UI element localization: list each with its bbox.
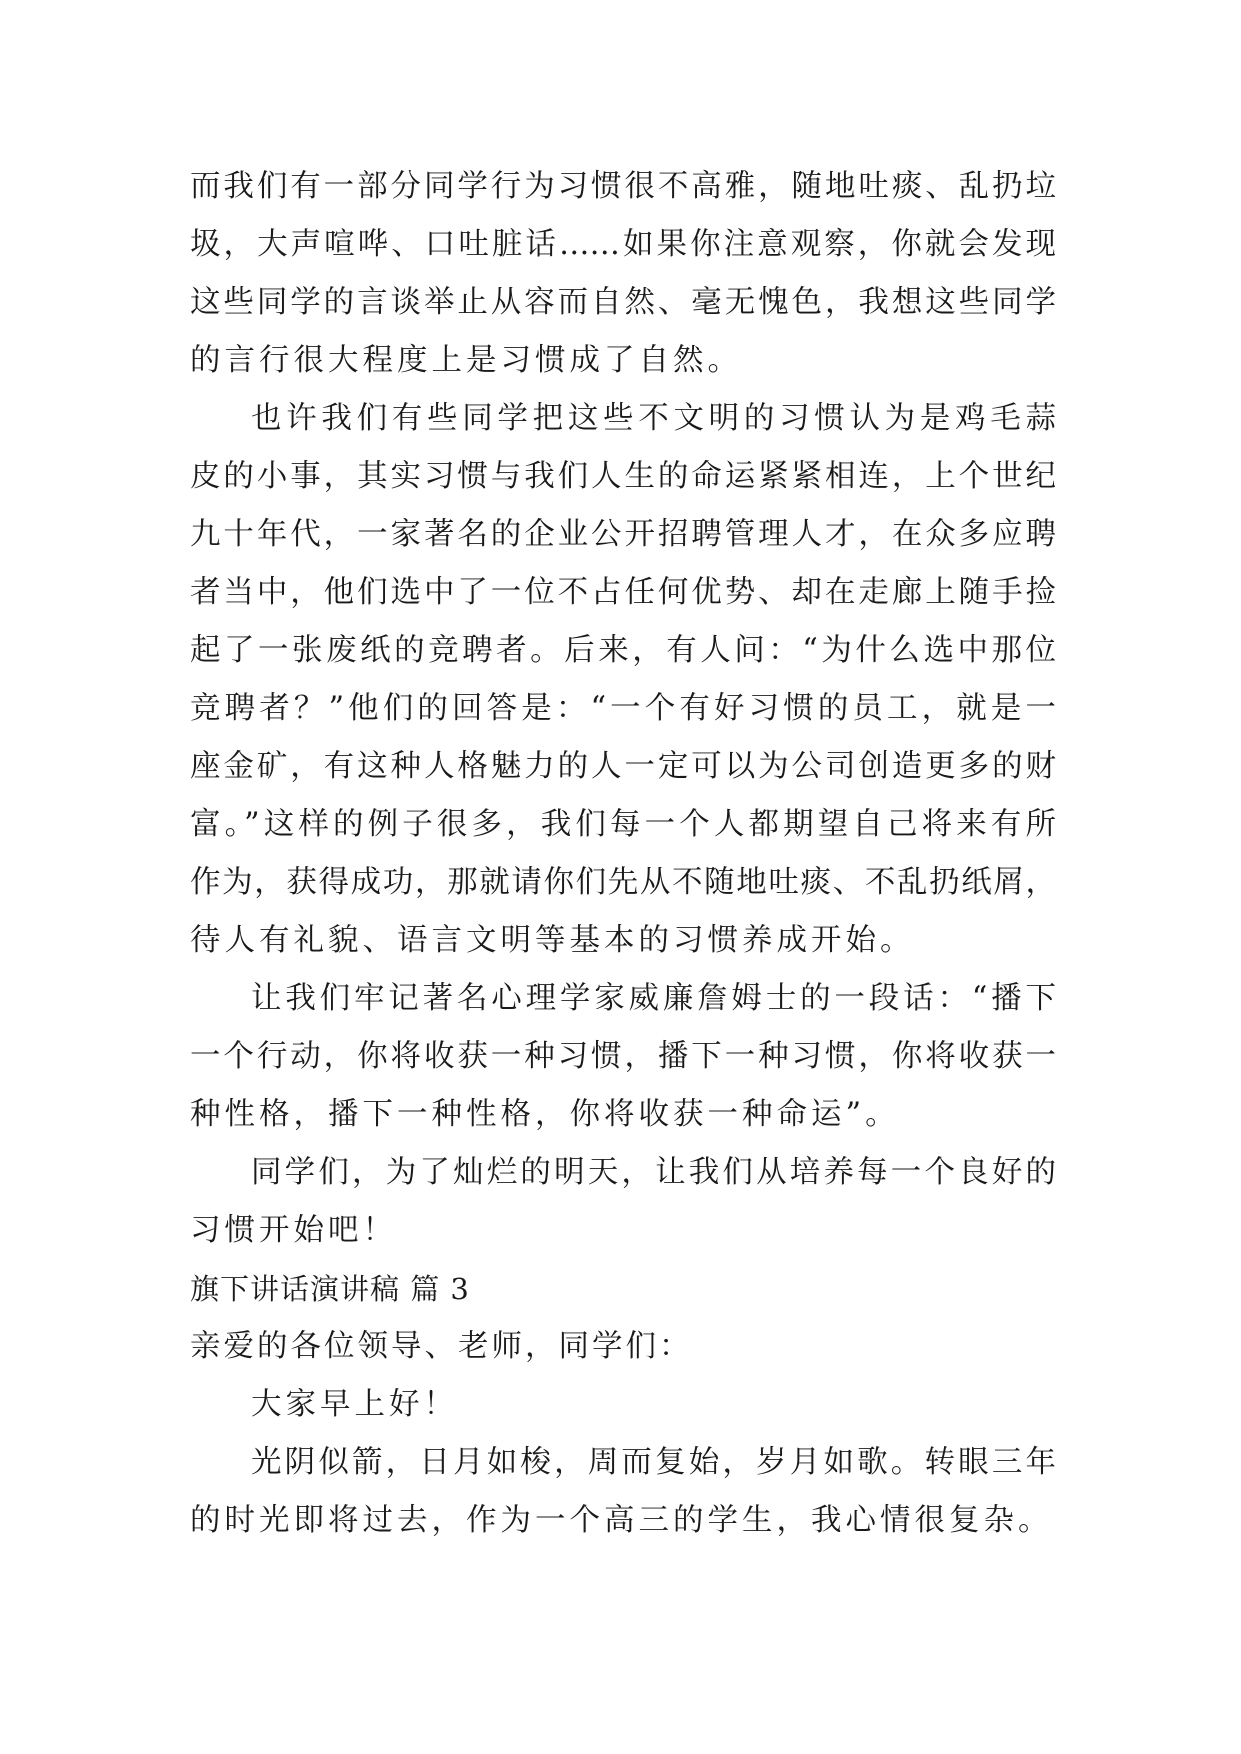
text-line: 的时光即将过去，作为一个高三的学生，我心情很复杂。	[190, 1503, 1053, 1538]
text-line: 同学们，为了灿烂的明天，让我们从培养每一个良好的	[251, 1155, 1056, 1190]
text-line: 这些同学的言谈举止从容而自然、毫无愧色，我想这些同学	[190, 285, 1056, 320]
salutation: 亲爱的各位领导、老师，同学们：	[190, 1329, 693, 1364]
text-line: 者当中，他们选中了一位不占任何优势、却在走廊上随手捡	[190, 575, 1056, 610]
document-body	[190, 158, 1056, 1550]
text-line: 富。”这样的例子很多，我们每一个人都期望自己将来有所	[190, 807, 1056, 842]
text-line: 光阴似箭，日月如梭，周而复始，岁月如歌。转眼三年	[251, 1445, 1056, 1480]
text-line: 皮的小事，其实习惯与我们人生的命运紧紧相连，上个世纪	[190, 459, 1056, 494]
paragraph-6	[190, 1434, 1056, 1550]
text-line: 起了一张废纸的竞聘者。后来，有人问：“为什么选中那位	[190, 633, 1056, 668]
text-line: 让我们牢记著名心理学家威廉詹姆士的一段话：“播下	[251, 981, 1056, 1016]
section-heading: 旗下讲话演讲稿 篇 3	[190, 1272, 470, 1306]
paragraph-1	[190, 158, 1056, 390]
paragraph-2	[190, 390, 1056, 970]
paragraph-3	[190, 970, 1056, 1144]
text-line: 竞聘者？”他们的回答是：“一个有好习惯的员工，就是一	[190, 691, 1056, 726]
text-line: 作为，获得成功，那就请你们先从不随地吐痰、不乱扔纸屑，	[190, 865, 1056, 900]
text-line: 圾，大声喧哗、口吐脏话……如果你注意观察，你就会发现	[190, 227, 1056, 262]
text-line: 待人有礼貌、语言文明等基本的习惯养成开始。	[190, 923, 915, 958]
text-line: 座金矿，有这种人格魅力的人一定可以为公司创造更多的财	[190, 749, 1056, 784]
text-line: 也许我们有些同学把这些不文明的习惯认为是鸡毛蒜	[251, 401, 1056, 436]
text-line: 的言行很大程度上是习惯成了自然。	[190, 343, 742, 378]
paragraph-4	[190, 1144, 1056, 1260]
text-line: 大家早上好！	[251, 1387, 458, 1422]
text-line: 九十年代，一家著名的企业公开招聘管理人才，在众多应聘	[190, 517, 1056, 552]
paragraph-5	[190, 1376, 1056, 1434]
text-line: 种性格，播下一种性格，你将收获一种命运”。	[190, 1097, 900, 1132]
text-line: 习惯开始吧！	[190, 1213, 397, 1248]
text-line: 一个行动，你将收获一种习惯，播下一种习惯，你将收获一	[190, 1039, 1056, 1074]
text-line: 而我们有一部分同学行为习惯很不高雅，随地吐痰、乱扔垃	[190, 169, 1056, 204]
